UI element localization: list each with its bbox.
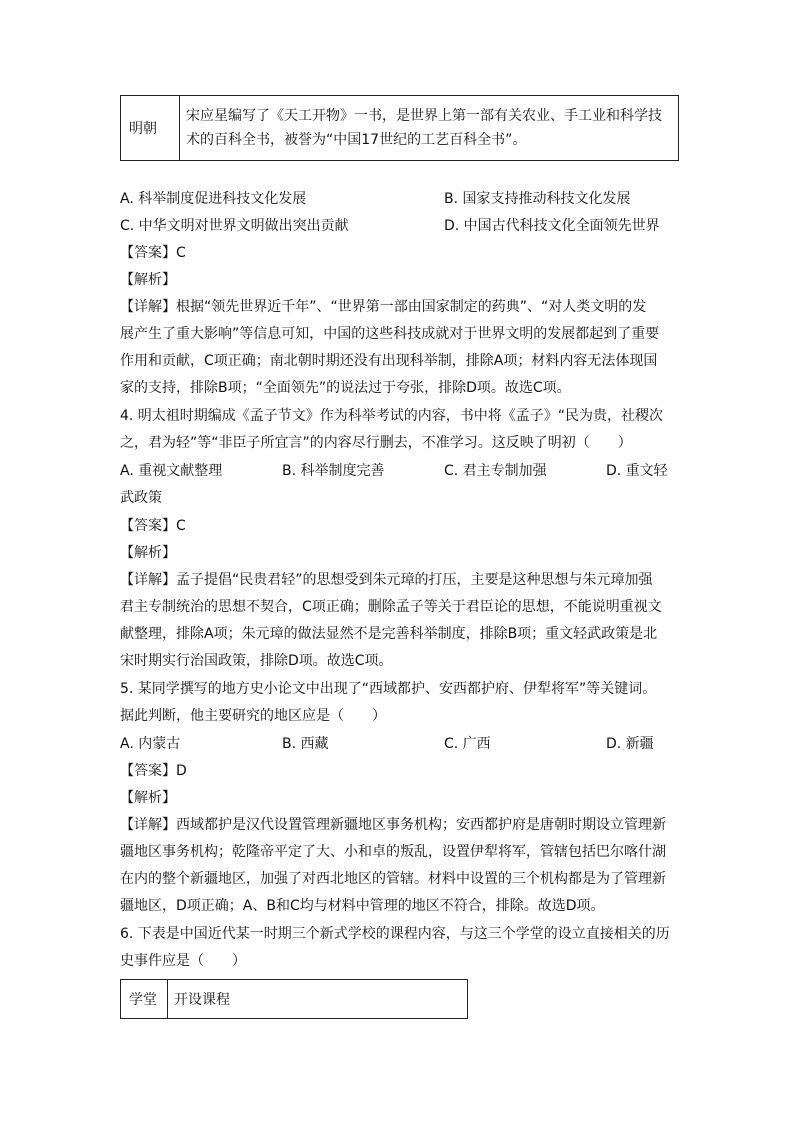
- q5-option-d: D. 新疆: [606, 736, 654, 752]
- q4-detail-line: 献整理，排除A项；朱元璋的做法显然不是完善科举制度，排除B项；重文轻武政策是北: [120, 626, 658, 642]
- table-text-line: 术的百科全书，被誉为“中国17世纪的工艺百科全书”。: [186, 132, 527, 148]
- q5-detail-line: 疆地区，D项正确；A、B和C均与材料中管理的地区不符合，排除。故选D项。: [120, 898, 605, 914]
- q3-detail-line: 作用和贡献，C项正确；南北朝时期还没有出现科举制，排除A项；材料内容无法体现国: [120, 353, 658, 369]
- q5-detail-line: 在内的整个新疆地区，加强了对西北地区的管辖。材料中设置的三个机构都是为了管理新: [120, 871, 666, 887]
- table-header-school: 学堂: [121, 980, 168, 1019]
- q3-option-d: D. 中国古代科技文化全面领先世界: [444, 218, 660, 234]
- q4-answer: 【答案】C: [120, 518, 186, 534]
- q4-option-c: C. 君主专制加强: [444, 463, 547, 479]
- table-cell-dynasty: 明朝: [121, 96, 180, 161]
- q6-stem-line: 史事件应是（ ）: [120, 953, 246, 969]
- q4-detail-line: 君主专制统治的思想不契合，C项正确；删除孟子等关于君臣论的思想，不能说明重视文: [120, 599, 662, 615]
- q3-detail-line: 【详解】根据“领先世界近千年”、“世界第一部由国家制定的药典”、“对人类文明的发: [120, 299, 647, 315]
- table-header-courses: 开设课程: [168, 980, 468, 1019]
- q3-analysis-heading: 【解析】: [120, 272, 176, 288]
- table-schools: [120, 979, 468, 1019]
- q5-detail-line: 疆地区事务机构；乾隆帝平定了大、小和卓的叛乱，设置伊犁将军，管辖包括巴尔喀什湖: [120, 844, 666, 860]
- q6-stem-line: 6. 下表是中国近代某一时期三个新式学校的课程内容，与这三个学堂的设立直接相关的历: [120, 926, 670, 942]
- q4-stem-line: 之，君为轻”等“非臣子所宜言”的内容尽行删去，不准学习。这反映了明初（ ）: [120, 435, 632, 451]
- q5-option-a: A. 内蒙古: [120, 736, 181, 752]
- q5-stem-line: 据此判断，他主要研究的地区应是（ ）: [120, 708, 386, 724]
- q3-detail-line: 展产生了重大影响”等信息可知，中国的这些科技成就对于世界文明的发展都起到了重要: [120, 326, 660, 342]
- table-text-line: 宋应星编写了《天工开物》一书，是世界上第一部有关农业、手工业和科学技: [186, 108, 662, 124]
- q5-answer: 【答案】D: [120, 763, 187, 779]
- q3-answer: 【答案】C: [120, 245, 186, 261]
- q4-option-b: B. 科举制度完善: [282, 463, 385, 479]
- q3-detail-line: 家的支持，排除B项；“全面领先”的说法过于夸张，排除D项。故选C项。: [120, 380, 571, 396]
- q4-option-a: A. 重视文献整理: [120, 463, 223, 479]
- q4-detail-line: 宋时期实行治国政策，排除D项。故选C项。: [120, 653, 393, 669]
- q5-stem-line: 5. 某同学撰写的地方史小论文中出现了“西域都护、安西都护府、伊犁将军”等关键词。: [120, 681, 657, 697]
- q4-option-d-continued: 武政策: [120, 490, 162, 506]
- q3-option-a: A. 科举制度促进科技文化发展: [120, 191, 307, 207]
- q5-option-b: B. 西藏: [282, 736, 329, 752]
- q3-option-c: C. 中华文明对世界文明做出突出贡献: [120, 218, 349, 234]
- q5-analysis-heading: 【解析】: [120, 790, 176, 806]
- q4-option-d: D. 重文轻: [606, 463, 668, 479]
- table-ming: [120, 95, 679, 161]
- q5-option-c: C. 广西: [444, 736, 491, 752]
- q3-option-b: B. 国家支持推动科技文化发展: [444, 191, 631, 207]
- q4-detail-line: 【详解】孟子提倡“民贵君轻”的思想受到朱元璋的打压，主要是这种思想与朱元璋加强: [120, 572, 653, 588]
- q5-detail-line: 【详解】西域都护是汉代设置管理新疆地区事务机构；安西都护府是唐朝时期设立管理新: [120, 817, 666, 833]
- q4-analysis-heading: 【解析】: [120, 545, 176, 561]
- table-cell-description: [180, 96, 679, 161]
- q4-stem-line: 4. 明太祖时期编成《孟子节文》作为科举考试的内容，书中将《孟子》“民为贵，社稷次: [120, 408, 664, 424]
